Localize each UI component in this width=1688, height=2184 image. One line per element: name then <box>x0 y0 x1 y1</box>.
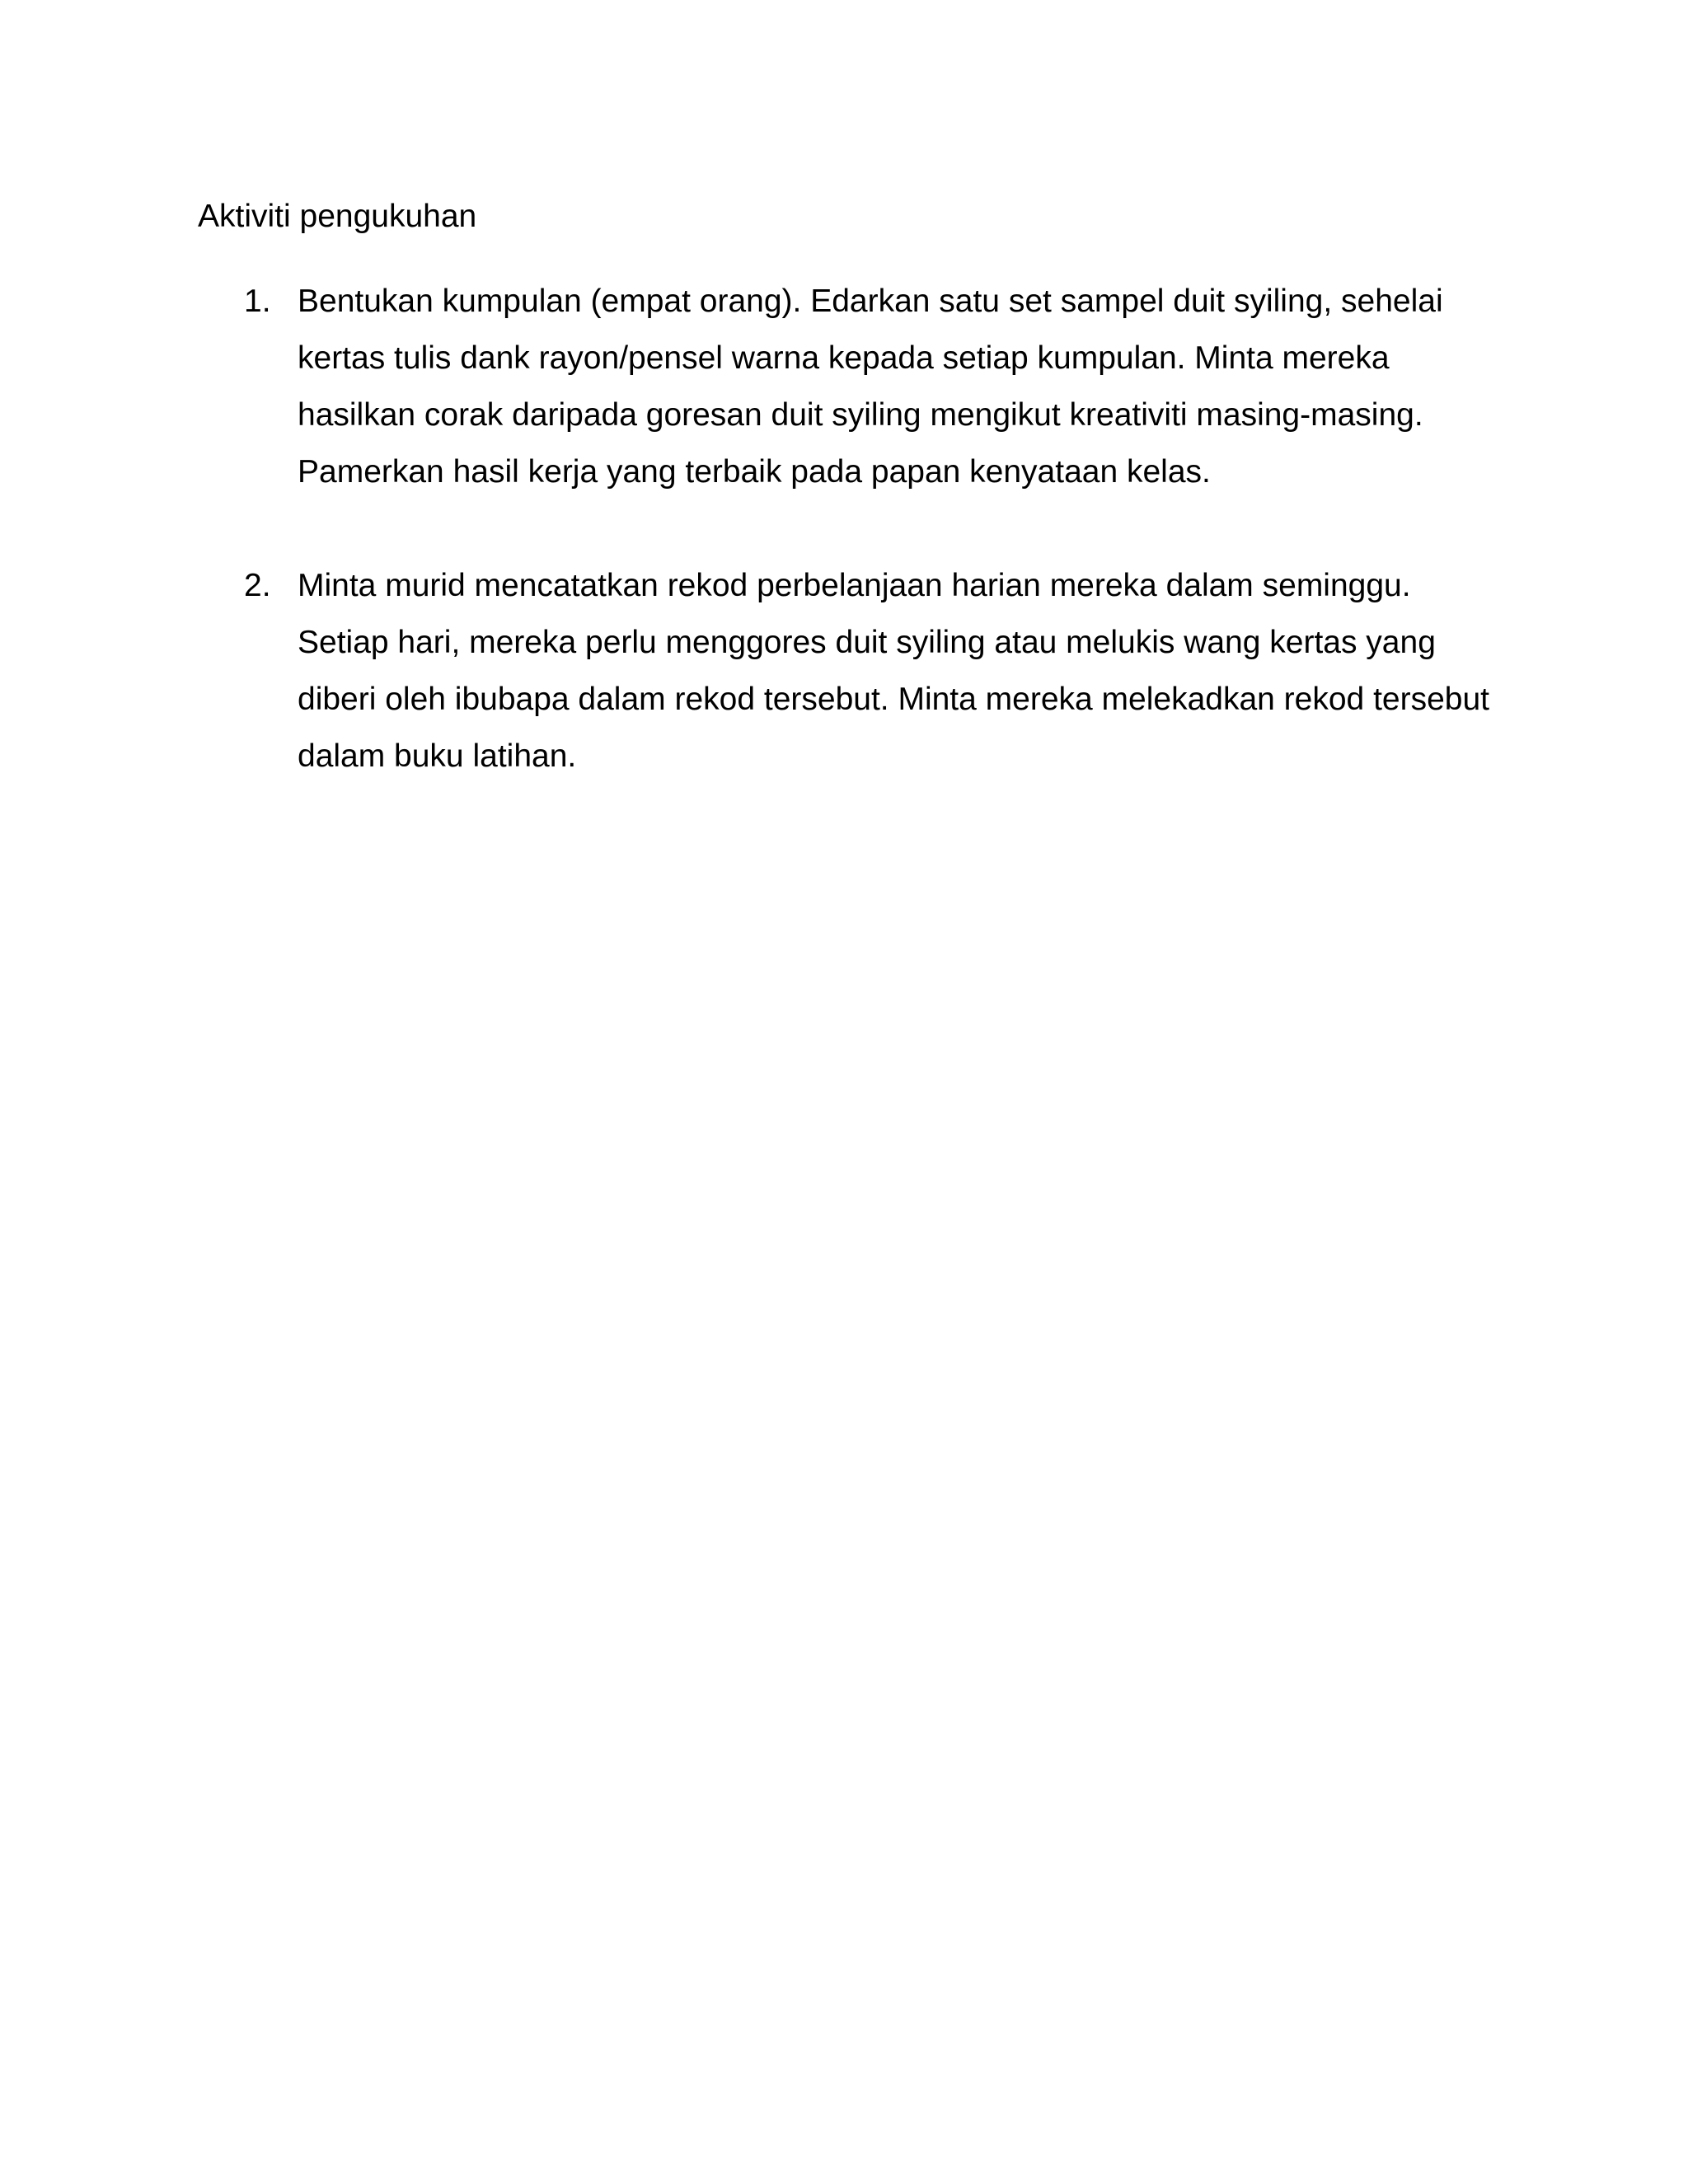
list-item-text: Bentukan kumpulan (empat orang). Edarkan satu set sampel duit syiling, sehelai kertas tulis dank rayon/pensel warna kepada setiap kumpulan. Minta mereka hasilkan corak daripada goresan duit syiling mengikut kreativiti masing-masing. Pamerkan hasil kerja yang terbaik pada papan kenyataan kelas. <box>298 284 1443 490</box>
page-heading: Aktiviti pengukuhan <box>198 199 477 234</box>
list-item-text: Minta murid mencatatkan rekod perbelanjaan harian mereka dalam seminggu. Setiap hari, mereka perlu menggores duit syiling atau melukis wang kertas yang diberi oleh ibubapa dalam rekod tersebut. Minta mereka melekadkan rekod tersebut dalam buku latihan. <box>298 568 1489 774</box>
list-item-number: 1. <box>244 284 271 319</box>
list-item-number: 2. <box>244 568 271 603</box>
